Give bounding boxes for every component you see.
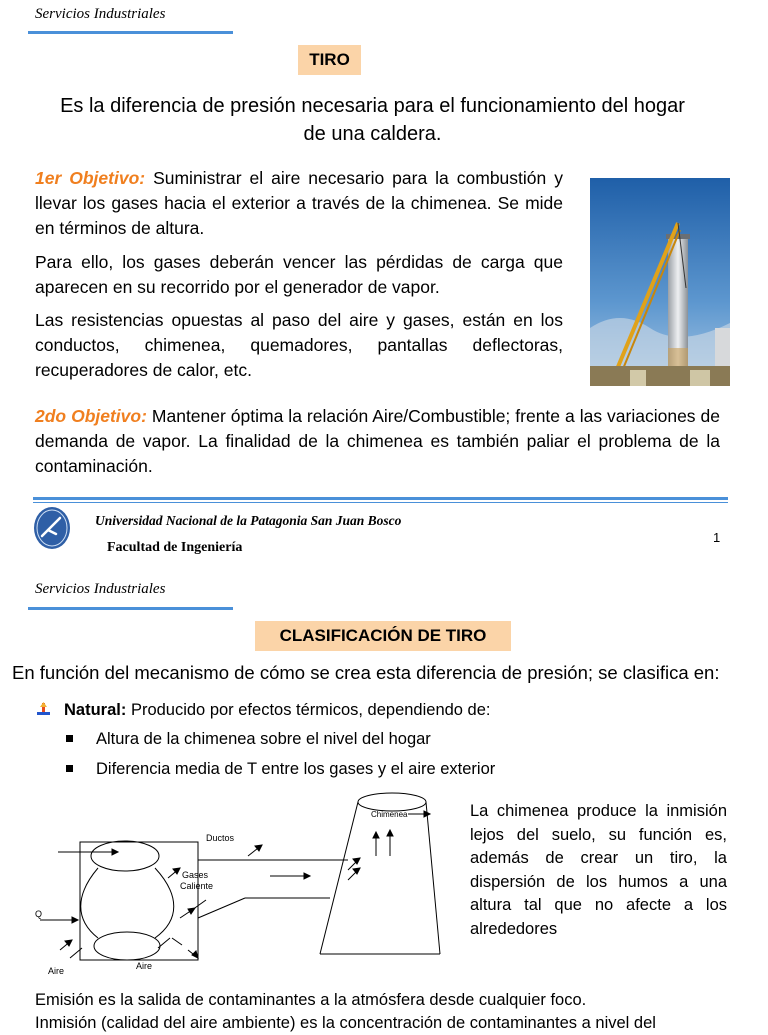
natural-label: Natural: — [64, 701, 127, 719]
slide2-banner: CLASIFICACIÓN DE TIRO — [255, 621, 511, 651]
lower-drum — [94, 932, 160, 960]
slide1-paragraph3: Las resistencias opuestas al paso del aire y gases, están en los conductos, chimenea, quemadores, pantallas deflectoras, recuperadores de calor, etc. — [35, 310, 563, 380]
label-aire-center: Aire — [136, 961, 153, 971]
bullet-arrow-icon — [36, 701, 52, 719]
slide2-intro: En función del mecanismo de cómo se crea esta diferencia de presión; se clasifica en: — [12, 662, 720, 683]
label-caliente: Caliente — [180, 881, 214, 891]
natural-bullet-list — [66, 724, 495, 784]
slide1-paragraph2: Para ello, los gases deberán vencer las pérdidas de carga que aparecen en su recorrido por el generador de vapor. — [35, 252, 563, 297]
label-chimenea: Chimenea — [371, 810, 408, 819]
slide1-objective1 — [35, 166, 563, 241]
upper-drum — [91, 841, 159, 871]
label-gases: Gases — [182, 870, 209, 880]
label-ductos: Ductos — [206, 833, 235, 843]
natural-item — [64, 697, 491, 723]
slide1-definition: Es la diferencia de presión necesaria para el funcionamiento del hogar de una caldera. — [60, 95, 685, 145]
footer-rule-bottom — [33, 502, 728, 503]
label-q: Q — [35, 909, 43, 919]
objective2-text: Mantener óptima la relación Aire/Combustible; frente a las variaciones de demanda de vapor. La finalidad de la chimenea es también paliar el problema de la contaminación. — [35, 406, 720, 476]
page-number: 1 — [713, 530, 721, 545]
footer-rule-top — [33, 497, 728, 500]
chimney-top — [358, 793, 426, 811]
slide1-objective2 — [35, 404, 720, 479]
chimney-side-text: La chimenea produce la inmisión lejos del suelo, su función es, además de crear un tiro, la dispersión de los humos a una altura tal que no afecte a los alrededores — [470, 802, 727, 938]
objective1-label: 1er Objetivo: — [35, 168, 146, 188]
boiler-box — [80, 842, 198, 960]
slide2-header: Servicios Industriales — [35, 581, 166, 597]
slide2-header-rule — [28, 607, 233, 610]
list-item: Diferencia media de T entre los gases y el aire exterior — [66, 754, 495, 784]
immission-definition: Inmisión (calidad del aire ambiente) es la concentración de contaminantes a nivel del — [35, 1014, 656, 1032]
list-item: Altura de la chimenea sobre el nivel del hogar — [66, 724, 495, 754]
draft-diagram — [30, 790, 450, 980]
slide1-banner: TIRO — [298, 45, 361, 75]
slide1-header: Servicios Industriales — [35, 6, 166, 22]
emission-definition: Emisión es la salida de contaminantes a la atmósfera desde cualquier foco. — [35, 991, 587, 1009]
objective2-label: 2do Objetivo: — [35, 406, 147, 426]
objective1-text: Suministrar el aire necesario para la combustión y llevar los gases hacia el exterior a través de la chimenea. Se mide en términos de altura. — [35, 168, 563, 238]
slide1-header-rule — [28, 31, 233, 34]
footer-university: Universidad Nacional de la Patagonia San Juan Bosco — [95, 513, 402, 528]
chimney-crane-photo — [590, 178, 730, 386]
footer-faculty: Facultad de Ingeniería — [107, 540, 243, 555]
natural-text: Producido por efectos térmicos, dependiendo de: — [130, 701, 491, 719]
label-aire-left: Aire — [48, 966, 65, 976]
university-logo-icon — [32, 506, 72, 550]
